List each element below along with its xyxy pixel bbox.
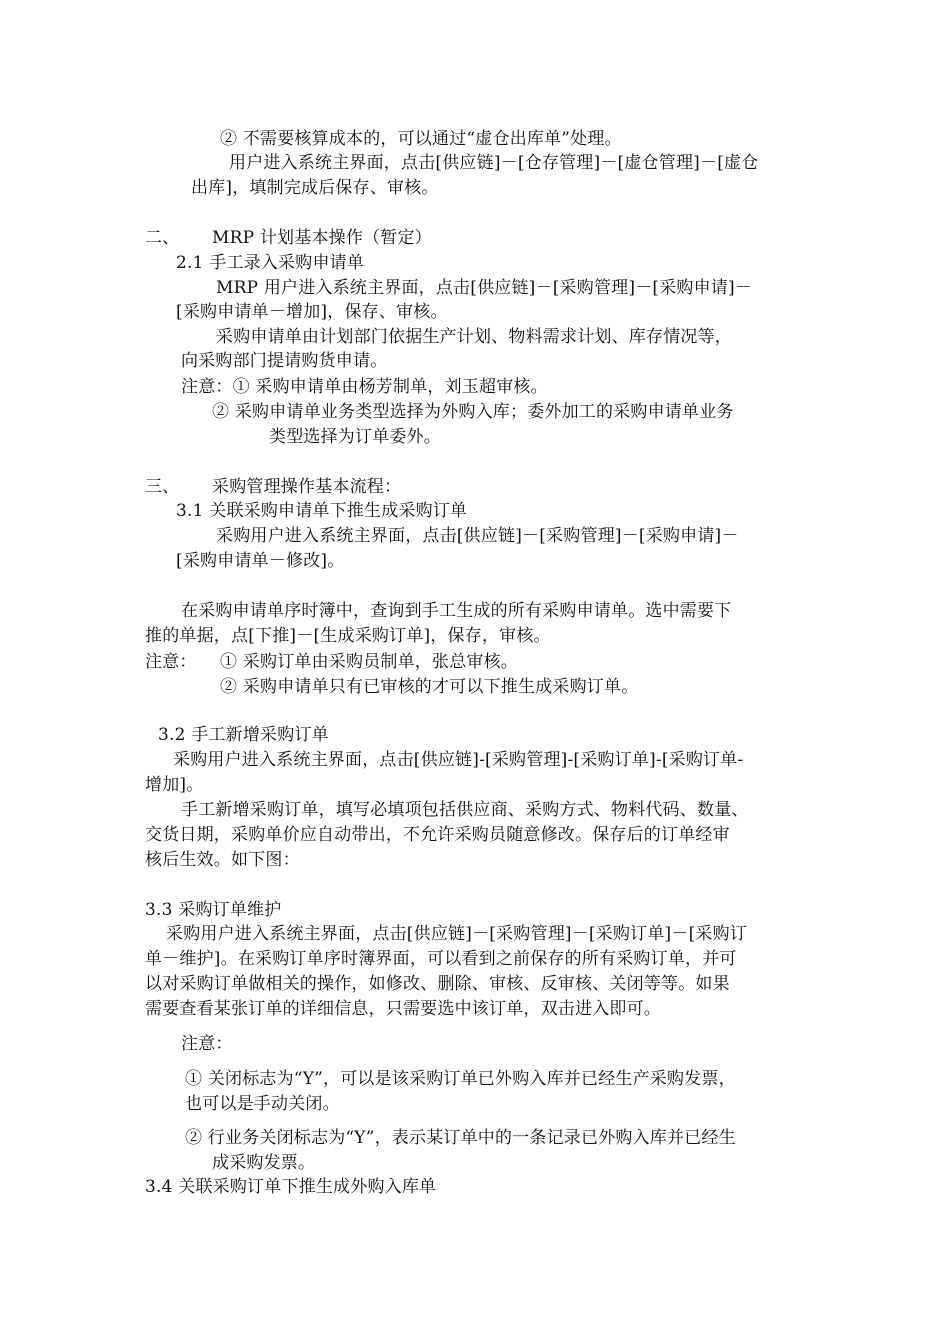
body-line: 向采购部门提请购货申请。 xyxy=(181,351,388,371)
body-line: 用户进入系统主界面，点击[供应链]－[仓存管理]－[虚仓管理]－[虚仓 xyxy=(229,153,759,173)
body-line: 出库]，填制完成后保存、审核。 xyxy=(191,178,439,198)
body-line: 需要查看某张订单的详细信息，只需要选中该订单，双击进入即可。 xyxy=(145,999,661,1019)
body-line: 采购用户进入系统主界面，点击[供应链]－[采购管理]－[采购订单]－[采购订 xyxy=(166,924,748,944)
body-line: 在采购申请单序时簿中，查询到手工生成的所有采购申请单。选中需要下 xyxy=(181,601,732,621)
body-line: 也可以是手动关闭。 xyxy=(185,1094,340,1114)
subsection-heading: 3.4 关联采购订单下推生成外购入库单 xyxy=(145,1177,437,1197)
body-line: 增加]。 xyxy=(145,775,204,795)
body-line: 成采购发票。 xyxy=(212,1153,316,1173)
section-heading: 采购管理操作基本流程： xyxy=(212,477,402,497)
section-heading: MRP 计划基本操作（暂定） xyxy=(212,228,432,248)
subsection-heading: 2.1 手工录入采购申请单 xyxy=(176,253,365,273)
note-item-1: ① 关闭标志为“Y”，可以是该采购订单已外购入库并已经生产采购发票， xyxy=(185,1069,736,1089)
subsection-heading: 3.1 关联采购申请单下推生成采购订单 xyxy=(176,501,468,521)
body-line: 采购用户进入系统主界面，点击[供应链]－[采购管理]－[采购申请]－ xyxy=(216,526,739,546)
subsection-heading: 3.3 采购订单维护 xyxy=(145,900,282,920)
body-line: MRP 用户进入系统主界面，点击[供应链]－[采购管理]－[采购申请]－ xyxy=(216,278,753,298)
body-line: 核后生效。如下图： xyxy=(145,850,300,870)
body-line: 类型选择为订单委外。 xyxy=(269,427,441,447)
body-line: 手工新增采购订单，填写必填项包括供应商、采购方式、物料代码、数量、 xyxy=(181,800,749,820)
body-line: 以对采购订单做相关的操作，如修改、删除、审核、反审核、关闭等等。如果 xyxy=(145,974,730,994)
note-item-2: ② 行业务关闭标志为“Y”，表示某订单中的一条记录已外购入库并已经生 xyxy=(185,1128,736,1148)
body-line: 采购申请单由计划部门依据生产计划、物料需求计划、库存情况等， xyxy=(216,327,732,347)
note-item-2: ② 采购申请单只有已审核的才可以下推生成采购订单。 xyxy=(220,677,639,697)
note-item-2: ② 不需要核算成本的，可以通过“虚仓出库单”处理。 xyxy=(220,129,622,149)
note-line: 注意：① 采购申请单由杨芳制单，刘玉超审核。 xyxy=(181,377,548,397)
body-line: 采购用户进入系统主界面，点击[供应链]-[采购管理]-[采购订单]-[采购订单- xyxy=(173,750,744,770)
note-item-1: ① 采购订单由采购员制单，张总审核。 xyxy=(220,652,519,672)
note-label: 注意： xyxy=(181,1034,233,1054)
section-number: 二、 xyxy=(145,228,180,248)
body-line: [采购申请单－增加]，保存、审核。 xyxy=(176,302,448,322)
body-line: 单－维护]。在采购订单序时簿界面，可以看到之前保存的所有采购订单，并可 xyxy=(145,949,737,969)
subsection-heading: 3.2 手工新增采购订单 xyxy=(158,725,329,745)
section-number: 三、 xyxy=(145,477,180,497)
body-line: 推的单据，点[下推]－[生成采购订单]，保存，审核。 xyxy=(145,626,551,646)
note-label: 注意： xyxy=(145,652,197,672)
body-line: 交货日期，采购单价应自动带出，不允许采购员随意修改。保存后的订单经审 xyxy=(145,825,730,845)
note-item-2: ② 采购申请单业务类型选择为外购入库；委外加工的采购申请单业务 xyxy=(212,402,734,422)
body-line: [采购申请单－修改]。 xyxy=(176,551,345,571)
